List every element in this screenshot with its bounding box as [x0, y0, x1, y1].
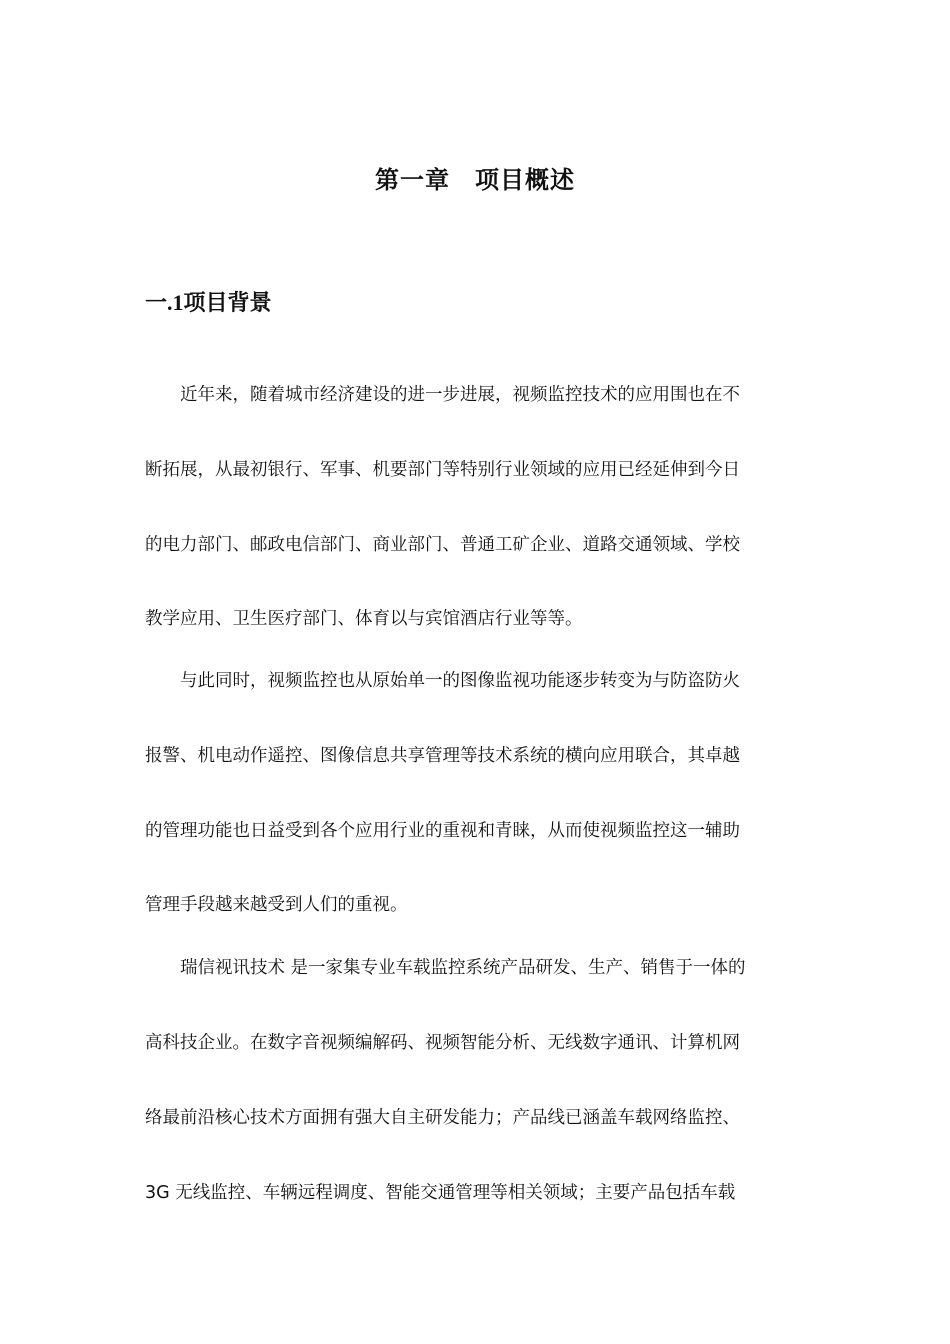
section-title: 项目背景: [183, 291, 272, 316]
paragraph-line: 络最前沿核心技术方面拥有强大自主研发能力；产品线已涵盖车载网络监控、: [145, 1108, 740, 1128]
paragraph-line: 近年来，随着城市经济建设的进一步进展，视频监控技术的应用围也在不: [145, 385, 740, 405]
paragraph-line: 3G 无线监控、车辆远程调度、智能交通管理等相关领域；主要产品包括车载: [145, 1183, 736, 1203]
paragraph-line: 的管理功能也日益受到各个应用行业的重视和青睐，从而使视频监控这一辅助: [145, 821, 740, 841]
section-heading: [145, 286, 272, 317]
paragraph-line: 高科技企业。在数字音视频编解码、视频智能分析、无线数字通讯、计算机网: [145, 1033, 740, 1053]
paragraph-line: 断拓展，从最初银行、军事、机要部门等特别行业领域的应用已经延伸到今日: [145, 460, 740, 480]
chapter-title: 第一章 项目概述: [375, 166, 575, 194]
paragraph-line: 瑞信视讯技术 是一家集专业车载监控系统产品研发、生产、销售于一体的: [145, 958, 746, 978]
paragraph-line: 的电力部门、邮政电信部门、商业部门、普通工矿企业、道路交通领域、学校: [145, 535, 740, 555]
paragraph-line: 与此同时，视频监控也从原始单一的图像监视功能逐步转变为与防盗防火: [145, 671, 740, 691]
section-number: 一.1: [145, 290, 184, 315]
paragraph-line: 教学应用、卫生医疗部门、体育以与宾馆酒店行业等等。: [145, 609, 583, 629]
paragraph-line: 管理手段越来越受到人们的重视。: [145, 895, 408, 915]
paragraph-line: 报警、机电动作遥控、图像信息共享管理等技术系统的横向应用联合，其卓越: [145, 746, 740, 766]
